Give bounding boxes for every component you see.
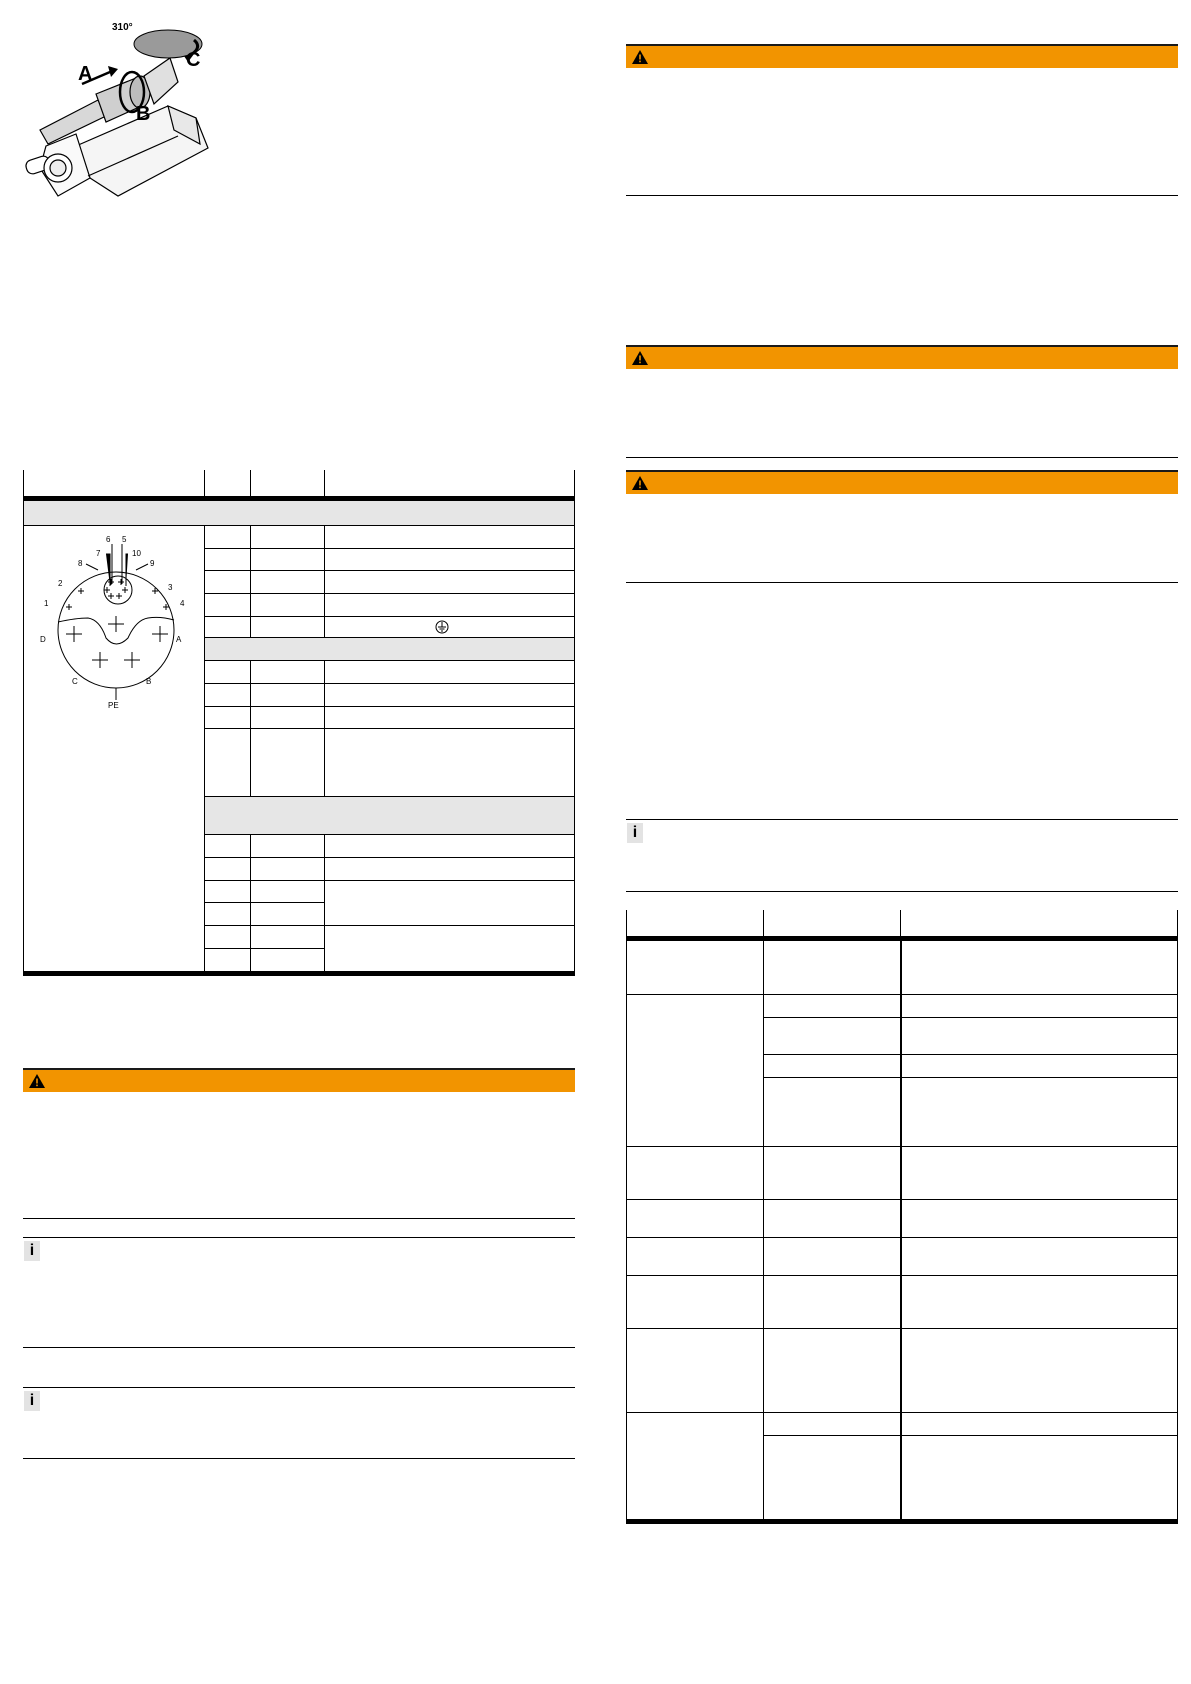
pin-b: B [146, 677, 152, 686]
warning-bar [626, 470, 1178, 494]
pin-6: 6 [106, 535, 111, 544]
label-c: C [186, 49, 201, 71]
connector-pin-diagram [36, 530, 196, 710]
pin-1: 1 [44, 599, 49, 608]
warning-bar [626, 345, 1178, 369]
motor-connector-figure [18, 18, 240, 230]
pin-d: D [40, 635, 46, 644]
pin-2: 2 [58, 579, 63, 588]
pin-a: A [176, 635, 182, 644]
warning-triangle-icon [28, 1073, 46, 1089]
pin-10: 10 [132, 549, 141, 558]
pin-pe: PE [108, 701, 119, 710]
protective-earth-icon [435, 620, 449, 634]
pin-8: 8 [78, 559, 83, 568]
pin-c: C [72, 677, 78, 686]
warning-triangle-icon [631, 49, 649, 65]
pin-3: 3 [168, 583, 173, 592]
info-icon: i [24, 1391, 40, 1411]
warning-triangle-icon [631, 475, 649, 491]
label-b: B [136, 103, 151, 125]
label-a: A [78, 63, 93, 85]
pin-9: 9 [150, 559, 155, 568]
pin-4: 4 [180, 599, 185, 608]
info-icon: i [627, 823, 643, 843]
warning-bar [626, 44, 1178, 68]
pin-7: 7 [96, 549, 101, 558]
warning-triangle-icon [631, 350, 649, 366]
info-icon: i [24, 1241, 40, 1261]
warning-bar [23, 1068, 575, 1092]
rotation-angle-label: 310° [112, 22, 133, 33]
pin-5: 5 [122, 535, 127, 544]
